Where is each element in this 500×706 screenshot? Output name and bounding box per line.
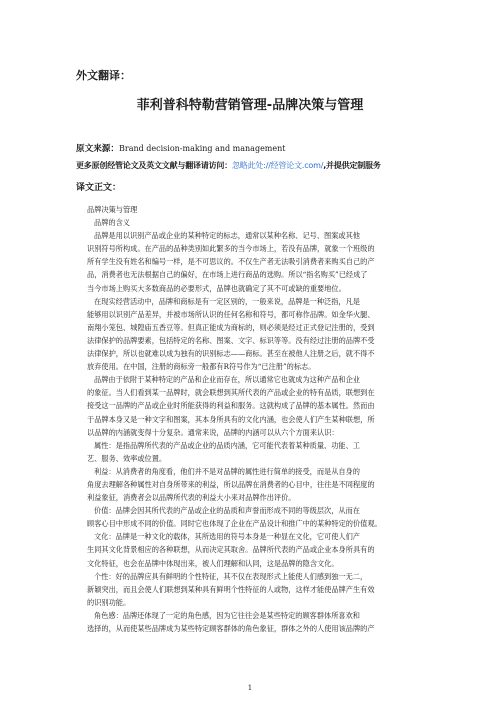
source-text: Brand decision-making and management [118, 144, 286, 153]
body-line: 的识别功能。 [87, 597, 131, 607]
body-line: 品牌是用以识别产品或企业的某种特定的标志，通常以某种名称、记号、图案或其他 [94, 231, 360, 241]
body-line: 识别符号所构成。在产品的品种类别如此繁多的当今市场上，若没有品牌，就象一个班级的 [87, 244, 375, 254]
body-line: 品，消费者也无法根据自己的偏好，在市场上进行商品的选购。所以“指名购买”已经成了 [87, 270, 368, 280]
body-line: 利益：从消费者的角度看，他们并不是对品牌的属性进行简单的接受，而是从自身的 [94, 466, 360, 476]
body-line: 当今市场上购买大多数商品的必要形式，品牌也就确定了其不可或缺的重要地位。 [87, 283, 346, 293]
body-line: 在现实经营活动中，品牌和商标是有一定区别的，一般来说，品牌是一种泛指，凡是 [94, 296, 360, 306]
body-line: 艺、服务、效率或位置。 [87, 453, 167, 463]
body-line: 利益象征，消费者会以品牌所代表的利益大小来对品牌作出评价。 [87, 493, 296, 503]
body-line: 文化特征，也会在品牌中体现出来，被人们理解和认同，这是品牌的隐含文化。 [87, 558, 339, 568]
body-line: 个性：好的品牌应具有鲜明的个性特征，其不仅在表现形式上能使人们感到独一无二， [94, 571, 368, 581]
more-prefix: 更多原创经管论文及英文文献与翻译请访问： [76, 161, 232, 170]
body-line: 文化：品牌是一种文化的载体，其所选用的符号本身是一种显在文化，它可使人们产 [94, 532, 360, 542]
body-line: 的象征。当人们看到某一品牌时，就会联想到其所代表的产品或企业的特有品质，联想到在 [87, 388, 375, 398]
body-line: 角色感：品牌还体现了一定的角色感，因为它往往会是某些特定的顾客群体所喜欢和 [94, 610, 360, 620]
body-line: 品牌的含义 [94, 218, 130, 228]
body-line: 生同其文化背景相应的各种联想，从而决定其取舍。品牌所代表的产品或企业本身所具有的 [87, 545, 375, 555]
body-line: 角度去理解各种属性对自身所带来的利益，所以品牌在消费者的心目中，往往是不同程度的 [87, 479, 375, 489]
body-line: 法律保护，所以也就难以成为独有的识别标志——商标。甚至在被他人注册之后，就不得不 [87, 349, 375, 359]
source-line [76, 142, 286, 154]
body-line: 所有学生没有姓名和编号一样，是不可思议的。不仅生产者无法吸引消费者来购买自己的产 [87, 257, 375, 267]
source-label: 原文来源： [76, 144, 119, 154]
more-suffix: ,并提供定制服务 [323, 161, 381, 170]
body-line: 以品牌的内涵就变得十分复杂。通常来说，品牌的内涵可以从六个方面来认识： [87, 427, 339, 437]
body-line: 属性：是指品牌所代表的产品或企业的品质内涵，它可能代表着某种质量、功能、工 [94, 440, 360, 450]
body-line: 南翔小笼包、城隍庙五香豆等。但真正能成为商标的，则必须是经过正式登记注册的，受到 [87, 322, 375, 332]
body-line: 品牌由于依附于某种特定的产品和企业而存在，所以通常它也就成为这种产品和企业 [94, 375, 360, 385]
body-line: 接受这一品牌的产品或企业时所能获得的利益和服务。这就构成了品牌的基本属性。然而由 [87, 401, 375, 411]
body-line: 新颖突出，而且会使人们联想到某种具有鲜明个性特征的人或物，这样才能使品牌产生有效 [87, 584, 375, 594]
body-line: 法律保护的品牌要素，包括特定的名称、图案、文字、标识等等。没有经过注册的品牌不受 [87, 335, 375, 345]
body-line: 放弃使用。在中国，注册的商标旁一般都有R符号作为“已注册”的标志。 [87, 362, 316, 372]
page-title: 菲利普科特勒营销管理-品牌决策与管理 [136, 98, 364, 113]
body-line: 品牌决策与管理 [87, 205, 138, 214]
body-line: 于品牌本身又是一种文字和图案，其本身所具有的文化内涵，也会使人们产生某种联想，所 [87, 414, 375, 424]
body-line: 顾客心目中形成不同的价值。同时它也体现了企业在产品设计和推广中的某种特定的价值观。 [87, 519, 382, 529]
translation-label: 外文翻译： [76, 69, 131, 82]
body-text [87, 203, 429, 635]
website-link[interactable]: 忽略此处://经管论文.com/ [232, 161, 324, 170]
body-label: 译文正文： [76, 183, 122, 193]
body-line: 能够用以识别产品差异，并被市场所认识的任何名称和符号，都可称作品牌。如金华火腿、 [87, 309, 375, 319]
page-number: 1 [247, 684, 253, 692]
body-line: 价值：品牌会因其所代表的产品或企业的品质和声誉而形成不同的等级层次，从而在 [94, 506, 360, 516]
body-line: 选择的，从而使某些品牌成为某些特定顾客群体的角色象征，群体之外的人使用该品牌的产 [87, 624, 375, 633]
more-info-line [76, 160, 381, 171]
